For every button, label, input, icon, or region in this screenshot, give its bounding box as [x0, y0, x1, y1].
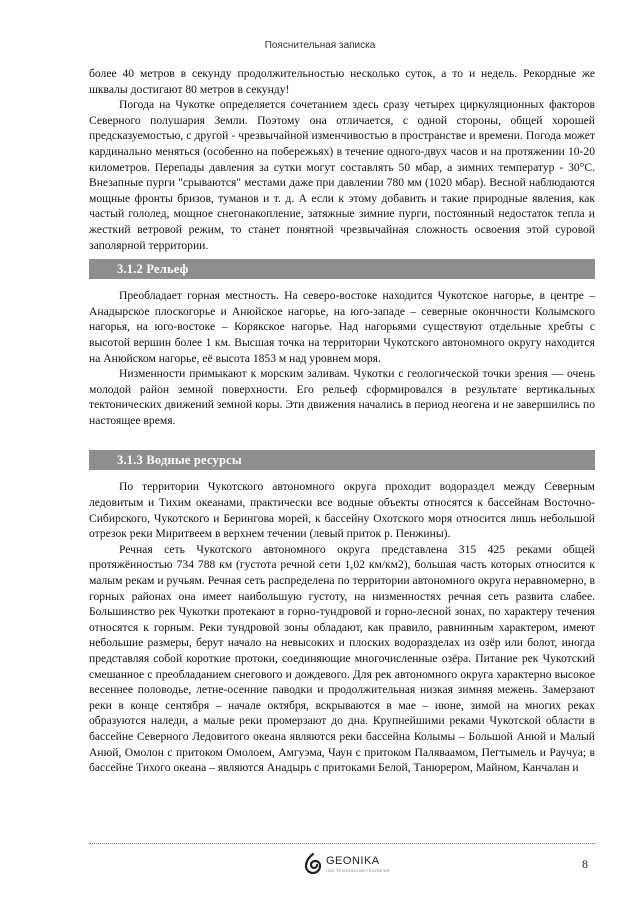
page-number: 8	[582, 857, 588, 871]
section-heading-relief: 3.1.2 Рельеф	[89, 259, 595, 279]
relief-paragraph-1: Преобладает горная местность. На северо-востоке находится Чукотское нагорье, в центре – Анадырское плоскогорье и Анюйское нагорье, на юго-западе – северные окончности Колымского нагорья, на юго-востоке – Корякское нагорье. Над нагорьями существуют отдельные хребты с высотой вершин более 1 км. Высшая точка на территории Чукотского автономного округу находится на Анюйском нагорье, её высота 1853 м над уровнем моря.	[89, 289, 595, 365]
running-header: Пояснительная записка	[264, 40, 376, 51]
relief-paragraph-2: Низменности примыкают к морским заливам. Чукотки с геологической точки зрения — очень молодой район земной поверхности. Его рельеф сформировался в результате вертикальных тектонических движений земной коры. Эти движения начались в период неогена и не завершились по настоящее время.	[89, 367, 595, 427]
logo-tagline: ГЕО ТЕХНОЛОГИИ ГЕОЛОГИЯ	[326, 867, 390, 873]
intro-paragraph-1: более 40 метров в секунду продолжительностью несколько суток, а то и недель. Рекордные же шквалы достигают 80 метров в секунду!	[89, 67, 595, 96]
geonika-logo-icon	[304, 853, 322, 875]
section-heading-water: 3.1.3 Водные ресурсы	[89, 450, 595, 470]
water-paragraph-2: Речная сеть Чукотского автономного округа представлена 315 425 реками общей протяжённостью 734 788 км (густота речной сети 1,02 км/км2), большая часть которых относится к малым рекам и ручьям. Речная сеть распределена по территории автономного округа неравномерно, в горных районах она имеет наибольшую густоту, на низменностях речная сеть развита слабее. Большинство рек Чукотки протекают в горно-тундровой и горно-лесной зонах, по характеру течения относятся к горным. Реки тундровой зоны обладают, как правило, равнинным характером, имеют небольшие размеры, берут начало на невысоких и плоских водоразделах из озёр или болот, иногда представляя собой короткие протоки, соединяющие многочисленные озёра. Питание рек Чукотский смешанное с преобладанием снегового и дождевого. Для рек автономного округа характерно высокое весеннее половодье, летне-осенние паводки и продолжительная низкая зимняя межень. Замерзают реки в конце сентября – начале октября, вскрываются в мае – июне, зимой на многих реках образуются наледи, а малые реки промерзают до дна. Крупнейшими реками Чукотской области в бассейне Северного Ледовитого океана являются реки бассейна Колымы – Большой Анюй и Малый Анюй, Омолон с притоком Омолоем, Амгуэма, Чаун с притоком Палявaамом, Пегтымель и Раучуа; в бассейне Тихого океана – являются Анадырь с притоками Белой, Танюрером, Майном, Канчалан и	[89, 542, 595, 775]
document-body	[89, 66, 595, 776]
geonika-logo	[304, 852, 390, 876]
footer-divider	[89, 843, 595, 844]
intro-paragraph-2: Погода на Чукотке определяется сочетанием здесь сразу четырех циркуляционных факторов Северного полушария Земли. Поэтому она отличается, с одной стороны, общей хорошей предсказуемостью, с другой - чрезвычайной изменчивостью в пространстве и времени. Погода может кардинально меняться (особенно на побережьях) в течение одного-двух часов и на протяжении 10-20 километров. Перепады давления за сутки могут составлять 50 мбар, а зимних температур - 30°С. Внезапные пурги "срываются" местами даже при давлении 780 мм (1020 мбар). Весной наблюдаются мощные фронты бризов, туманов и т. д. А если к этому добавить и такие природные явления, как частый гололед, мощное снегонакопление, затяжные зимние пурги, постоянный недостаток тепла и жесткий ветровой режим, то станет понятной чрезвычайная сложность освоения этой суровой заполярной территории.	[89, 98, 595, 252]
water-paragraph-1: По территории Чукотского автономного округа проходит водораздел между Северным ледовитым и Тихим океанами, практически все водные объекты относятся к бассейнам Восточно-Сибирского, Чукотского и Берингова морей, к бассейну Охотского моря относится лишь небольшой отрезок реки Миритвеем в верхнем течении (левый приток р. Пенжины).	[89, 480, 595, 541]
logo-name: GEONIKA	[326, 854, 380, 867]
